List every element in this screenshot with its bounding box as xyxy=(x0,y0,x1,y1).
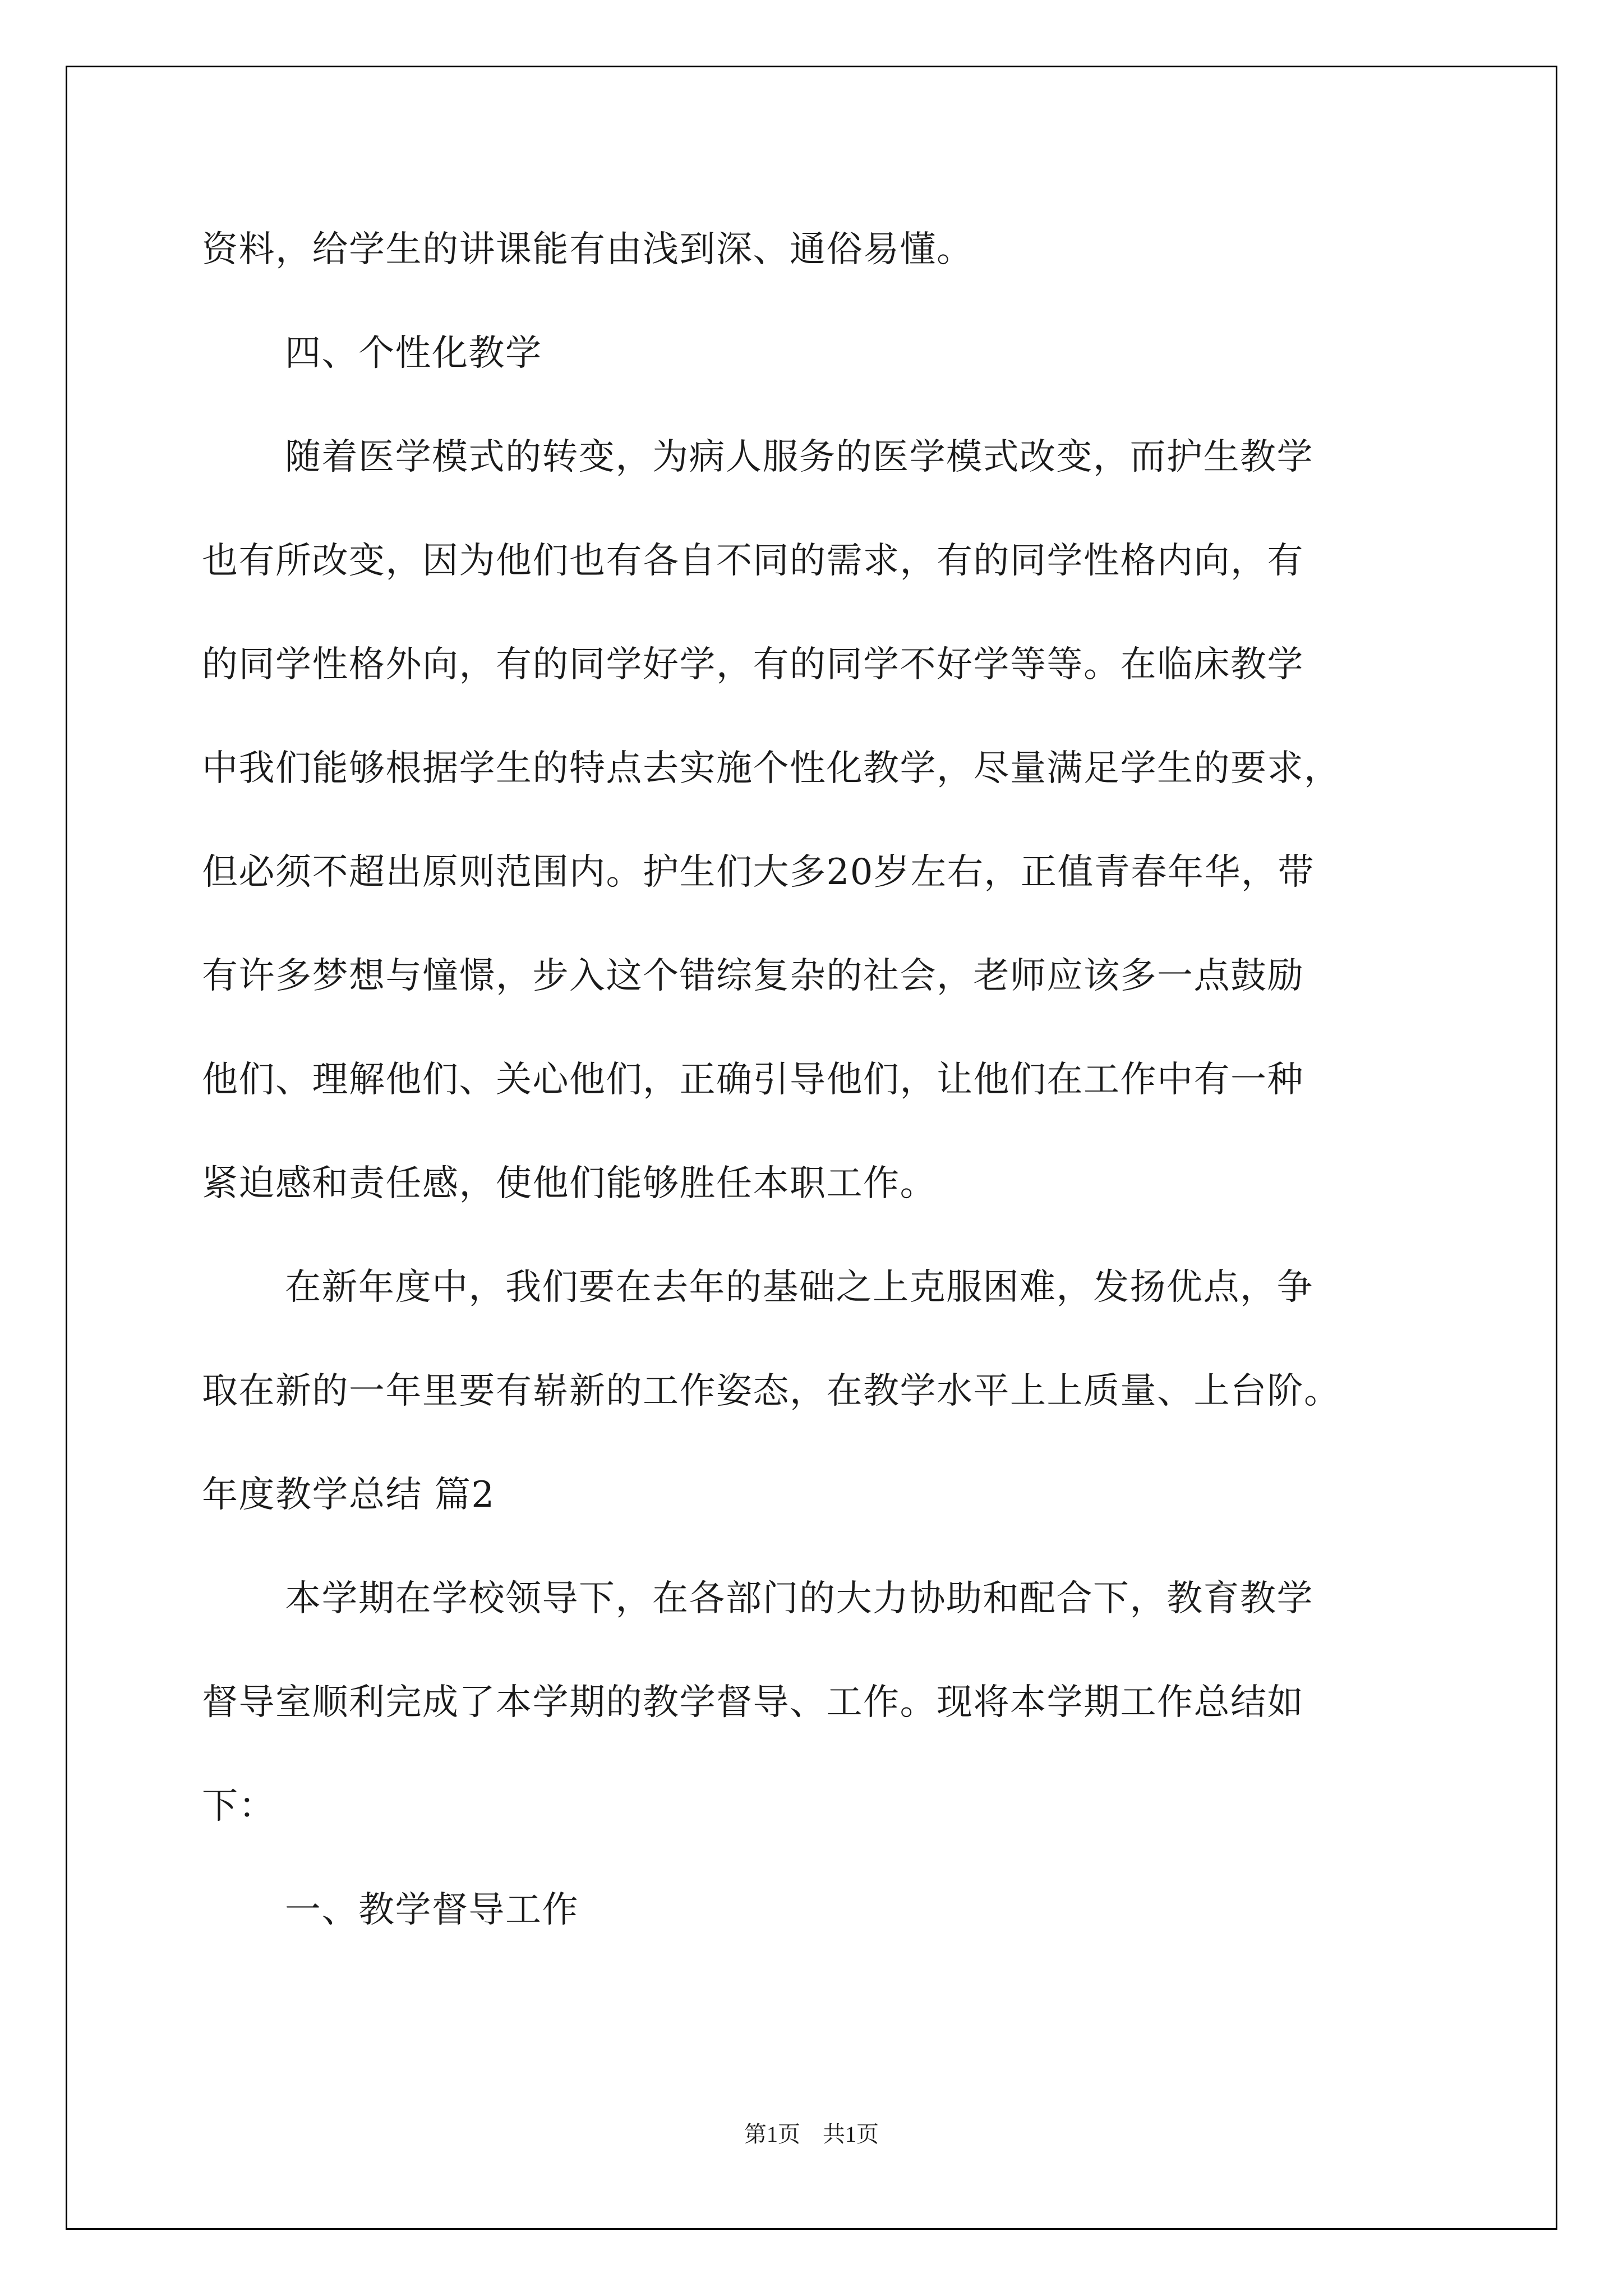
paragraph-line: 督导室顺利完成了本学期的教学督导、工作。现将本学期工作总结如 xyxy=(202,1682,1304,1723)
paragraph-line: 资料，给学生的讲课能有由浅到深、通俗易懂。 xyxy=(202,229,974,270)
paragraph-line: 紧迫感和责任感，使他们能够胜任本职工作。 xyxy=(202,1163,937,1204)
paragraph-line: 随着医学模式的转变，为病人服务的医学模式改变，而护生教学 xyxy=(285,436,1313,478)
paragraph-line: 在新年度中，我们要在去年的基础之上克服困难，发扬优点，争 xyxy=(285,1267,1313,1308)
paragraph-line: 也有所改变，因为他们也有各自不同的需求，有的同学性格内向，有 xyxy=(202,540,1304,582)
paragraph-line: 中我们能够根据学生的特点去实施个性化教学，尽量满足学生的要求， xyxy=(202,748,1341,789)
article-title: 年度教学总结 篇2 xyxy=(202,1474,495,1516)
paragraph-line: 的同学性格外向，有的同学好学，有的同学不好学等等。在临床教学 xyxy=(202,644,1304,685)
page-footer: 第1页 共1页 xyxy=(744,2122,879,2147)
paragraph-line: 他们、理解他们、关心他们，正确引导他们，让他们在工作中有一种 xyxy=(202,1059,1304,1101)
paragraph-line: 本学期在学校领导下，在各部门的大力协助和配合下，教育教学 xyxy=(285,1578,1313,1619)
paragraph-line: 但必须不超出原则范围内。护生们大多20岁左右，正值青春年华，带 xyxy=(202,852,1315,893)
section-heading: 四、个性化教学 xyxy=(285,333,542,374)
section-heading: 一、教学督导工作 xyxy=(285,1889,579,1931)
paragraph-line: 下： xyxy=(202,1786,275,1827)
paragraph-line: 取在新的一年里要有崭新的工作姿态，在教学水平上上质量、上台阶。 xyxy=(202,1370,1341,1412)
paragraph-line: 有许多梦想与憧憬，步入这个错综复杂的社会，老师应该多一点鼓励 xyxy=(202,955,1304,997)
